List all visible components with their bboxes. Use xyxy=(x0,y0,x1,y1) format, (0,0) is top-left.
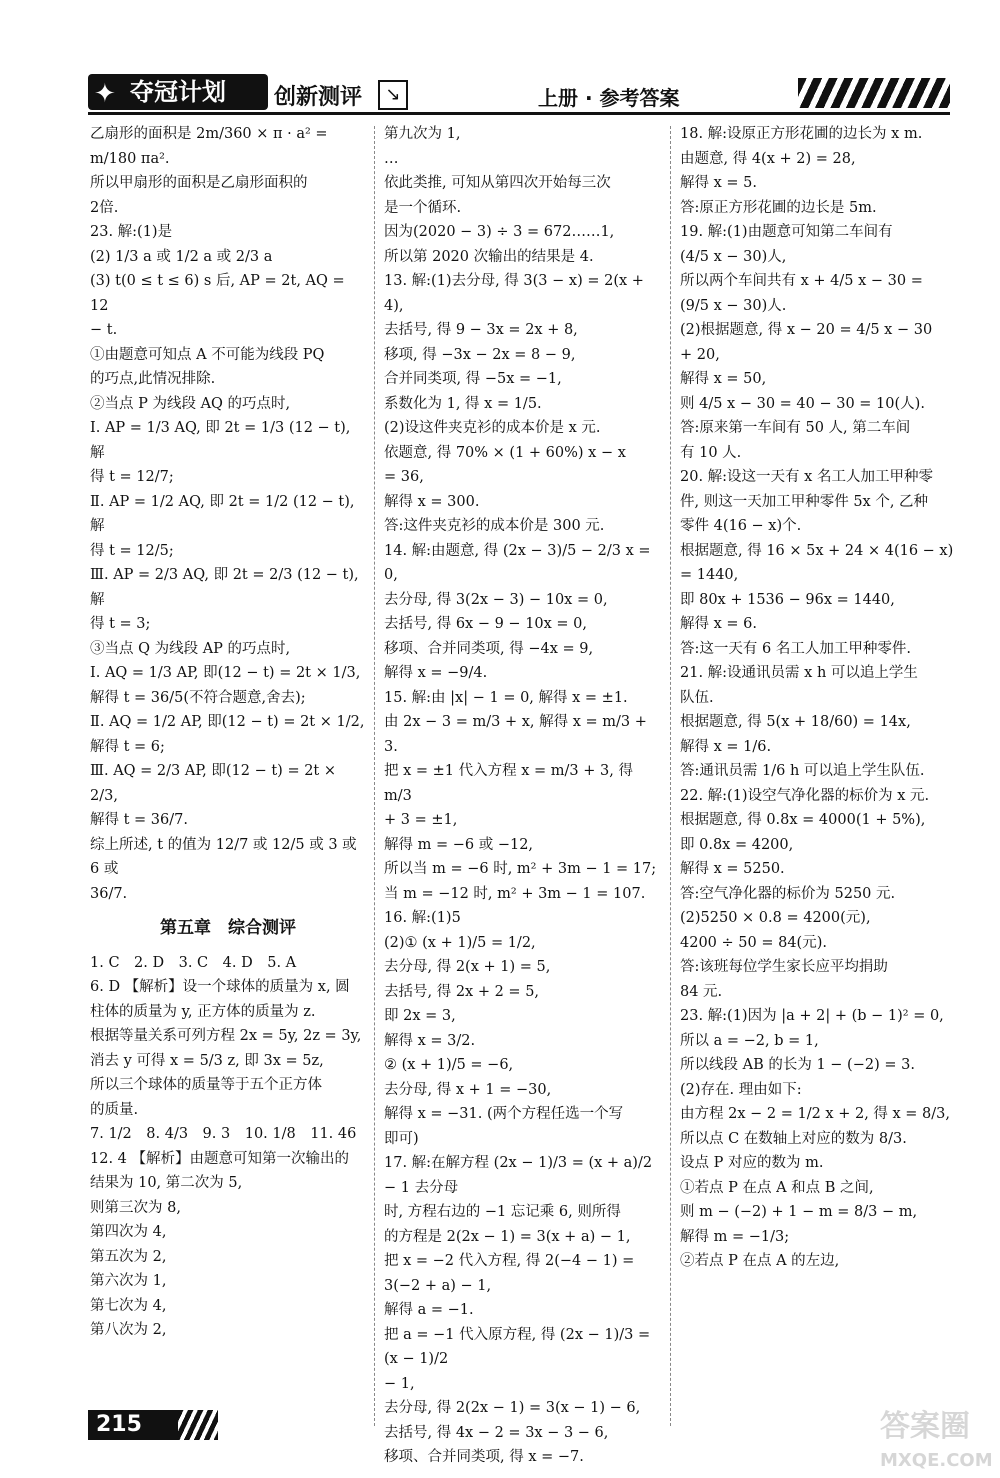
answer-line: 第七次为 4, xyxy=(90,1297,167,1314)
column-divider xyxy=(670,126,671,1426)
answer-line: 第四次为 4, xyxy=(90,1224,167,1240)
answer-line: 去括号, 得 6x − 9 − 10x = 0, xyxy=(384,616,588,632)
answer-line: 则第三次为 8, xyxy=(90,1199,181,1216)
answer-line: (2)设这件夹克衫的成本价是 x 元. xyxy=(384,420,601,436)
answer-line: 则 m − (−2) + 1 − m = 8/3 − m, xyxy=(680,1204,918,1220)
answer-line: 22. 解:(1)设空气净化器的标价为 x 元. xyxy=(680,787,930,804)
column-divider xyxy=(374,126,375,1426)
answer-line: 解得 x = 5. xyxy=(680,175,757,191)
answer-line: 解得 m = −6 或 −12, xyxy=(384,836,534,853)
answer-line: + 3 = ±1, xyxy=(384,812,458,828)
column-2 xyxy=(384,122,660,1470)
answer-line: 移项、合并同类项, 得 −4x = 9, xyxy=(384,640,594,657)
answer-line: 根据题意, 得 5(x + 18/60) = 14x, xyxy=(680,714,911,730)
answer-line: 移项, 得 −3x − 2x = 8 − 9, xyxy=(384,346,576,363)
answer-line: 解得 x = 300. xyxy=(384,493,480,510)
answer-line: Ⅰ. AP = 1/3 AQ, 即 2t = 1/3 (12 − t), 解 xyxy=(90,420,355,461)
answer-line: 的方程是 2(2x − 1) = 3(x + a) − 1, xyxy=(384,1228,631,1245)
answer-line: 第六次为 1, xyxy=(90,1273,167,1289)
answer-line: 去分母, 得 x + 1 = −30, xyxy=(384,1081,552,1098)
answer-line: 19. 解:(1)由题意可知第二车间有 xyxy=(680,224,893,240)
answer-line: 依此类推, 可知从第四次开始每三次 xyxy=(384,175,611,191)
answer-line: 结果为 10, 第二次为 5, xyxy=(90,1175,243,1191)
answer-line: 得 t = 12/5; xyxy=(90,542,174,559)
answer-line: ②若点 P 在点 A 的左边, xyxy=(680,1253,840,1269)
answer-line: Ⅲ. AP = 2/3 AQ, 即 2t = 2/3 (12 − t), 解 xyxy=(90,567,364,608)
answer-line: 第九次为 1, xyxy=(384,126,461,142)
answer-line: 13. 解:(1)去分母, 得 3(3 − x) = 2(x + 4), xyxy=(384,273,649,314)
answer-line: 去括号, 得 9 − 3x = 2x + 8, xyxy=(384,322,578,338)
answer-line: 21. 解:设通讯员需 x h 可以追上学生 xyxy=(680,665,918,681)
header-stripes xyxy=(798,78,950,108)
answer-line: 则 4/5 x − 30 = 40 − 30 = 10(人). xyxy=(680,395,925,412)
answer-line: 零件 4(16 − x)个. xyxy=(680,518,802,534)
runner-icon: ✦ xyxy=(94,79,116,109)
answer-line: 把 x = ±1 代入方程 x = m/3 + 3, 得 m/3 xyxy=(384,763,638,804)
answer-line: 所以第 2020 次输出的结果是 4. xyxy=(384,248,594,265)
answer-line: 把 x = −2 代入方程, 得 2(−4 − 1) = xyxy=(384,1253,635,1269)
answer-line: ①若点 P 在点 A 和点 B 之间, xyxy=(680,1179,874,1196)
answer-line: 解得 x = −31. (两个方程任选一个写 xyxy=(384,1106,624,1122)
answer-line: = 1440, xyxy=(680,567,739,583)
answer-line: 答:原正方形花圃的边长是 5m. xyxy=(680,199,877,216)
answer-line: 综上所述, t 的值为 12/7 或 12/5 或 3 或 6 或 xyxy=(90,836,362,877)
answer-line: 时, 方程右边的 −1 忘记乘 6, 则所得 xyxy=(384,1204,621,1220)
header-rule xyxy=(88,112,950,115)
answer-line: 系数化为 1, 得 x = 1/5. xyxy=(384,395,542,412)
answer-line: m/180 πa². xyxy=(90,150,170,167)
answer-line: 的质量. xyxy=(90,1101,139,1118)
answer-line: 解得 x = 1/6. xyxy=(680,738,772,755)
answer-line: 即 0.8x = 4200, xyxy=(680,836,794,853)
answer-line: 所以点 C 在数轴上对应的数为 8/3. xyxy=(680,1130,907,1147)
answer-line: 根据等量关系可列方程 2x = 5y, 2z = 3y, xyxy=(90,1028,362,1044)
section-title: 上册 · 参考答案 xyxy=(538,86,680,110)
answer-line: 第八次为 2, xyxy=(90,1322,167,1338)
answer-line: ③当点 Q 为线段 AP 的巧点时, xyxy=(90,640,291,657)
chapter-title: 第五章 综合测评 xyxy=(160,918,296,938)
answer-line: + 20, xyxy=(680,346,720,363)
answer-line: 由 2x − 3 = m/3 + x, 解得 x = m/3 + 3. xyxy=(384,714,652,755)
answer-line: 件, 则这一天加工甲种零件 5x 个, 乙种 xyxy=(680,493,929,510)
answer-line: 所以线段 AB 的长为 1 − (−2) = 3. xyxy=(680,1057,915,1073)
answer-line: 设点 P 对应的数为 m. xyxy=(680,1155,824,1171)
answer-line: 20. 解:设这一天有 x 名工人加工甲种零 xyxy=(680,469,933,485)
answer-line: 当 m = −12 时, m² + 3m − 1 = 107. xyxy=(384,885,646,902)
answer-line: 23. 解:(1)因为 |a + 2| + (b − 1)² = 0, xyxy=(680,1008,944,1024)
answer-line: 2倍. xyxy=(90,199,119,216)
answer-line: (2)根据题意, 得 x − 20 = 4/5 x − 30 xyxy=(680,322,933,338)
answer-line: 17. 解:在解方程 (2x − 1)/3 = (x + a)/2 − 1 去分母 xyxy=(384,1155,657,1196)
answer-line: ② (x + 1)/5 = −6, xyxy=(384,1057,514,1073)
answer-line: 解得 t = 36/5(不符合题意,舍去); xyxy=(90,689,306,706)
answer-line: 第五次为 2, xyxy=(90,1248,167,1265)
answer-line: 依题意, 得 70% × (1 + 60%) x − x xyxy=(384,444,626,461)
answer-line: ①由题意可知点 A 不可能为线段 PQ xyxy=(90,346,325,363)
sub-brand: 创新测评 xyxy=(274,85,363,110)
answer-line: 16. 解:(1)5 xyxy=(384,910,461,926)
answer-line: Ⅱ. AP = 1/2 AQ, 即 2t = 1/2 (12 − t), 解 xyxy=(90,493,360,534)
answer-line: 15. 解:由 |x| − 1 = 0, 解得 x = ±1. xyxy=(384,689,628,706)
answer-line: 所以当 m = −6 时, m² + 3m − 1 = 17; xyxy=(384,861,657,877)
answer-line: 解得 m = −1/3; xyxy=(680,1228,790,1245)
answer-line: Ⅱ. AQ = 1/2 AP, 即(12 − t) = 2t × 1/2, xyxy=(90,714,365,730)
answer-line: (9/5 x − 30)人. xyxy=(680,297,787,314)
answer-line: 柱体的质量为 y, 正方体的质量为 z. xyxy=(90,1003,316,1020)
answer-line: 移项、合并同类项, 得 x = −7. xyxy=(384,1449,584,1465)
answer-line: 23. 解:(1)是 xyxy=(90,224,173,240)
answer-line: 12. 4 【解析】由题意可知第一次输出的 xyxy=(90,1150,350,1167)
answer-line: 解得 x = 6. xyxy=(680,616,757,632)
brand-name: 夺冠计划 xyxy=(130,78,226,106)
answer-line: 去分母, 得 2(2x − 1) = 3(x − 1) − 6, xyxy=(384,1400,641,1416)
answer-line: 1. C 2. D 3. C 4. D 5. A xyxy=(90,954,297,971)
answer-line: 所以 a = −2, b = 1, xyxy=(680,1032,819,1049)
answer-line: 是一个循环. xyxy=(384,199,462,216)
answer-line: 去分母, 得 3(2x − 3) − 10x = 0, xyxy=(384,591,608,608)
answer-line: 即 2x = 3, xyxy=(384,1008,456,1024)
answer-line: 答:该班每位学生家长应平均捐助 xyxy=(680,959,888,975)
answer-line: − 1, xyxy=(384,1375,415,1392)
answer-line: 解得 t = 36/7. xyxy=(90,812,188,828)
column-3 xyxy=(680,122,966,1274)
watermark xyxy=(880,1410,993,1478)
answer-line: 由题意, 得 4(x + 2) = 28, xyxy=(680,150,856,167)
answer-line: (2)5250 × 0.8 = 4200(元), xyxy=(680,910,871,926)
answer-line: 36/7. xyxy=(90,885,128,902)
answer-line: 所以甲扇形的面积是乙扇形面积的 xyxy=(90,175,308,191)
check-icon: ↘ xyxy=(378,80,408,110)
brand-logo xyxy=(88,74,268,110)
answer-line: 解得 x = 3/2. xyxy=(384,1032,476,1049)
answer-line: = 36, xyxy=(384,469,424,485)
answer-line: 乙扇形的面积是 2m/360 × π · a² = xyxy=(90,126,328,142)
answer-line: ②当点 P 为线段 AQ 的巧点时, xyxy=(90,395,291,412)
answer-line: 得 t = 12/7; xyxy=(90,469,174,485)
answer-line: 解得 a = −1. xyxy=(384,1302,474,1318)
answer-line: Ⅰ. AQ = 1/3 AP, 即(12 − t) = 2t × 1/3, xyxy=(90,665,361,681)
answer-line: 4200 ÷ 50 = 84(元). xyxy=(680,934,827,951)
answer-line: 去括号, 得 4x − 2 = 3x − 3 − 6, xyxy=(384,1424,609,1441)
watermark-line-2: MXQE.COM xyxy=(880,1450,993,1471)
answer-line: 把 a = −1 代入原方程, 得 (2x − 1)/3 = (x − 1)/2 xyxy=(384,1326,655,1367)
answer-line: 解得 x = 50, xyxy=(680,371,767,387)
answer-line: 即 80x + 1536 − 96x = 1440, xyxy=(680,591,895,608)
answer-line: 解得 x = 5250. xyxy=(680,861,785,877)
answer-line: 合并同类项, 得 −5x = −1, xyxy=(384,371,562,387)
answer-line: 去括号, 得 2x + 2 = 5, xyxy=(384,983,540,1000)
page-number-stripes xyxy=(178,1410,218,1440)
answer-line: 3(−2 + a) − 1, xyxy=(384,1277,492,1294)
answer-line: 即可) xyxy=(384,1130,419,1147)
answer-line: 队伍. xyxy=(680,689,714,706)
column-1 xyxy=(90,122,366,1343)
answer-line: (2)① (x + 1)/5 = 1/2, xyxy=(384,934,536,951)
page-number: 215 xyxy=(88,1410,178,1440)
answer-line: (2)存在. 理由如下: xyxy=(680,1081,802,1098)
answer-line: 因为(2020 − 3) ÷ 3 = 672……1, xyxy=(384,224,615,240)
answer-line: 18. 解:设原正方形花圃的边长为 x m. xyxy=(680,126,923,142)
answer-line: (4/5 x − 30)人, xyxy=(680,248,787,265)
answer-line: 答:空气净化器的标价为 5250 元. xyxy=(680,885,896,902)
answer-line: 答:这一天有 6 名工人加工甲种零件. xyxy=(680,640,911,657)
answer-line: 解得 x = −9/4. xyxy=(384,665,488,681)
page-header xyxy=(88,72,950,116)
answer-line: − t. xyxy=(90,322,118,338)
answer-line: 的巧点,此情况排除. xyxy=(90,371,216,387)
answer-line: 答:通讯员需 1/6 h 可以追上学生队伍. xyxy=(680,763,925,779)
answer-line: 6. D 【解析】设一个球体的质量为 x, 圆 xyxy=(90,979,350,995)
answer-line: 7. 1/2 8. 4/3 9. 3 10. 1/8 11. 46 xyxy=(90,1126,357,1142)
answer-line: 答:这件夹克衫的成本价是 300 元. xyxy=(384,518,605,534)
answer-line: 所以三个球体的质量等于五个正方体 xyxy=(90,1077,322,1093)
answer-line: 答:原来第一车间有 50 人, 第二车间 xyxy=(680,420,911,436)
answer-line: 14. 解:由题意, 得 (2x − 3)/5 − 2/3 x = 0, xyxy=(384,542,656,583)
answer-line: (3) t(0 ≤ t ≤ 6) s 后, AP = 2t, AQ = 12 xyxy=(90,273,350,314)
answer-line: 由方程 2x − 2 = 1/2 x + 2, 得 x = 8/3, xyxy=(680,1106,951,1122)
answer-line: 有 10 人. xyxy=(680,444,742,461)
answer-line: 去分母, 得 2(x + 1) = 5, xyxy=(384,959,551,975)
answer-line: 消去 y 可得 x = 5/3 z, 即 3x = 5z, xyxy=(90,1052,324,1069)
answer-line: 得 t = 3; xyxy=(90,616,151,632)
answer-line: 根据题意, 得 16 × 5x + 24 × 4(16 − x) xyxy=(680,542,954,559)
answer-line: … xyxy=(384,150,399,167)
answer-line: (2) 1/3 a 或 1/2 a 或 2/3 a xyxy=(90,248,273,265)
watermark-line-1: 答案圈 xyxy=(880,1409,970,1444)
answer-line: 84 元. xyxy=(680,983,723,1000)
answer-line: Ⅲ. AQ = 2/3 AP, 即(12 − t) = 2t × 2/3, xyxy=(90,763,341,804)
answer-line: 根据题意, 得 0.8x = 4000(1 + 5%), xyxy=(680,812,926,828)
answer-line: 解得 t = 6; xyxy=(90,738,165,755)
answer-line: 所以两个车间共有 x + 4/5 x − 30 = xyxy=(680,273,923,289)
